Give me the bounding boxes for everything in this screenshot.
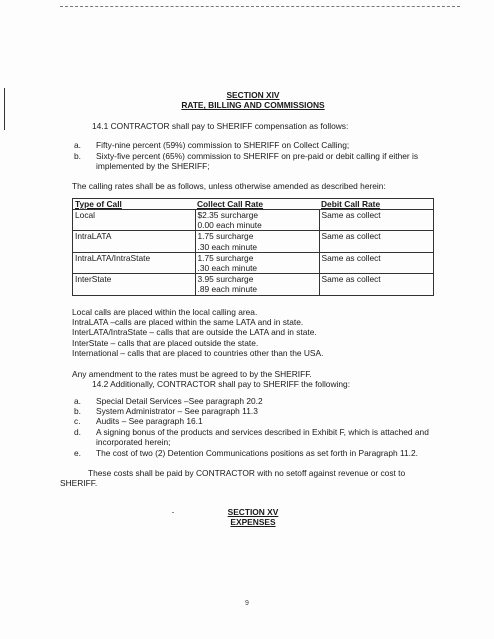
paragraph-14-1: 14.1 CONTRACTOR shall pay to SHERIFF compensation as follows: <box>92 120 349 131</box>
scan-margin-mark <box>4 88 5 130</box>
document-page <box>60 90 434 528</box>
list-item <box>72 448 434 458</box>
call-definitions <box>72 307 434 359</box>
cell-debit: Same as collect <box>319 274 434 295</box>
list-text: A signing bonus of the products and services described in Exhibit F, which is attached and incorporated herein; <box>96 426 429 448</box>
list-marker: b. <box>74 150 81 161</box>
rates-intro: The calling rates shall be as follows, unless otherwise amended as described herein: <box>72 181 386 192</box>
header-debit-call-rate: Debit Call Rate <box>319 198 434 209</box>
list-marker: e. <box>74 447 81 458</box>
rate-table-wrap <box>72 198 434 296</box>
list-item <box>72 427 434 448</box>
table-header-row <box>73 198 434 209</box>
cell-type: Local <box>73 210 196 231</box>
cell-collect-surcharge: $2.35 surcharge <box>197 210 259 221</box>
amendment-line: Any amendment to the rates must be agreed to by the SHERIFF. <box>72 368 312 379</box>
scan-speck <box>172 512 174 513</box>
table-row <box>73 252 434 273</box>
list-marker: a. <box>74 140 81 151</box>
cell-debit: Same as collect <box>319 252 434 273</box>
cell-debit: Same as collect <box>319 231 434 252</box>
section-heading: SECTION XIV <box>226 90 280 100</box>
list-marker: d. <box>74 426 81 437</box>
list-text: Special Detail Services –See paragraph 20.2 <box>96 395 263 406</box>
cell-collect-surcharge: 1.75 surcharge <box>197 231 254 242</box>
cell-type: InterState <box>73 274 196 295</box>
cell-collect <box>195 274 319 295</box>
header-collect-call-rate: Collect Call Rate <box>195 198 319 209</box>
definition-line: International – calls that are placed to countries other than the USA. <box>72 348 324 359</box>
definition-line: InterState – calls that are placed outside the state. <box>72 337 259 348</box>
rate-table <box>72 198 434 296</box>
table-row <box>73 274 434 295</box>
cell-collect-minute: .30 each minute <box>197 241 258 252</box>
cell-collect <box>195 252 319 273</box>
cell-collect-minute: .89 each minute <box>197 284 258 295</box>
list-text: Fifty-nine percent (59%) commission to SHERIFF on Collect Calling; <box>96 140 350 151</box>
cell-collect <box>195 231 319 252</box>
section-title: RATE, BILLING AND COMMISSIONS <box>181 100 325 111</box>
scan-top-edge-line <box>60 6 460 7</box>
list-text: System Administrator – See paragraph 11.3 <box>96 405 258 416</box>
cell-type: IntraLATA/IntraState <box>73 252 196 273</box>
definition-line: Local calls are placed within the local calling area. <box>72 306 258 317</box>
list-text: The cost of two (2) Detention Communications positions as set forth in Paragraph 11.2. <box>96 447 418 458</box>
cell-collect-minute: .30 each minute <box>197 263 258 274</box>
cell-collect-minute: 0.00 each minute <box>197 220 262 231</box>
cell-debit: Same as collect <box>319 210 434 231</box>
list-item <box>72 396 434 406</box>
next-section-title: EXPENSES <box>230 517 276 528</box>
header-type-of-call: Type of Call <box>73 198 196 209</box>
list-item <box>72 151 434 172</box>
definition-line: IntraLATA –calls are placed within the same LATA and in state. <box>72 317 304 328</box>
table-row <box>73 210 434 231</box>
cell-collect-surcharge: 1.75 surcharge <box>197 252 254 263</box>
paragraph-14-2: 14.2 Additionally, CONTRACTOR shall pay to SHERIFF the following: <box>92 379 351 390</box>
cell-type: IntraLATA <box>73 231 196 252</box>
list-item <box>72 406 434 416</box>
next-section-heading: SECTION XV <box>227 506 279 517</box>
commission-list <box>72 140 434 171</box>
list-text: Audits – See paragraph 16.1 <box>96 416 203 427</box>
page-number: 9 <box>245 600 249 607</box>
cell-collect <box>195 210 319 231</box>
cell-collect-surcharge: 3.95 surcharge <box>197 274 254 285</box>
list-item <box>72 140 434 150</box>
table-row <box>73 231 434 252</box>
additional-payments-list <box>72 396 434 458</box>
costs-paragraph: These costs shall be paid by CONTRACTOR with no setoff against revenue or cost to SHERIFF. <box>60 467 406 489</box>
definition-line: InterLATA/IntraState – calls that are outside the LATA and in state. <box>72 327 317 338</box>
list-marker: c. <box>74 416 81 427</box>
list-marker: b. <box>74 405 81 416</box>
list-marker: a. <box>74 395 81 406</box>
list-item <box>72 416 434 426</box>
list-text: Sixty-five percent (65%) commission to SHERIFF on pre-paid or debit calling if either is implemented by the SHERIFF; <box>96 150 419 172</box>
